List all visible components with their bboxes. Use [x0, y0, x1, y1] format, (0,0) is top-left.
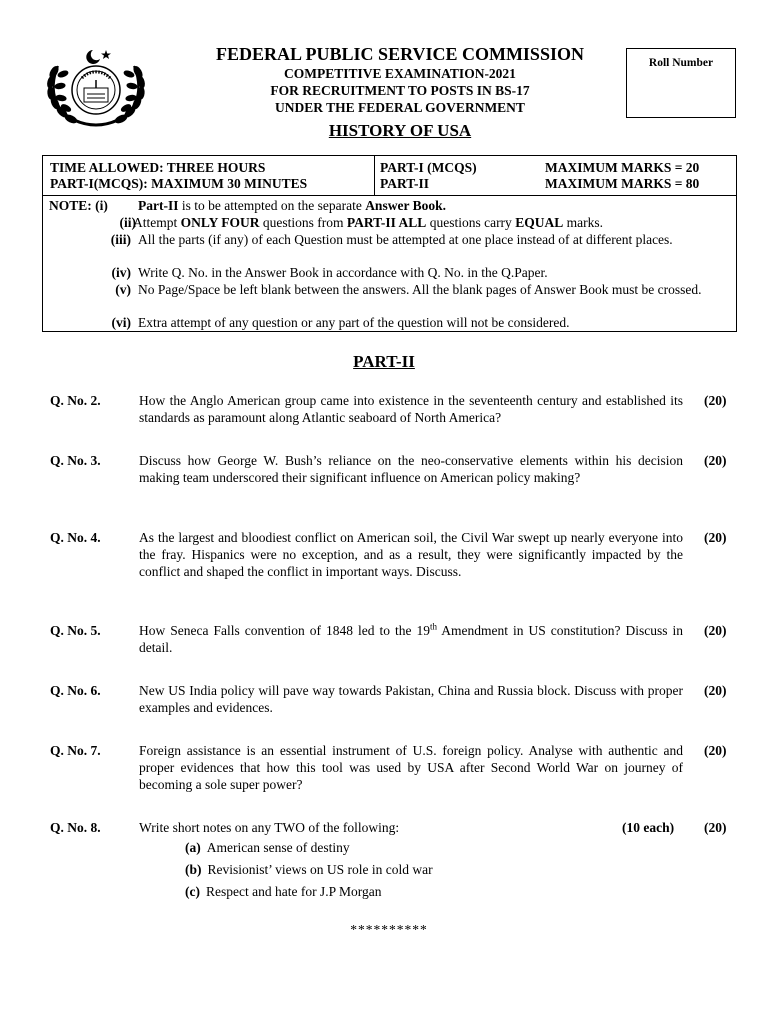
- note-number: (iii): [110, 232, 131, 247]
- part2-max-marks: MAXIMUM MARKS = 80: [545, 176, 700, 191]
- exam-title: COMPETITIVE EXAMINATION-2021: [284, 66, 516, 81]
- subpart-text: American sense of destiny: [206, 840, 350, 855]
- subpart-item: [185, 862, 433, 878]
- question-marks: (20): [704, 623, 727, 638]
- question-number: Q. No. 8.: [50, 820, 101, 835]
- question-text: How the Anglo American group came into existence in the seventeenth century and established its standards as paramount along Atlantic seaboard of North America?: [139, 393, 683, 425]
- note-text: Extra attempt of any question or any part of the question will not be considered.: [138, 315, 570, 330]
- exam-info-table: [42, 155, 737, 332]
- roll-number-box[interactable]: [626, 48, 736, 118]
- question-number: Q. No. 5.: [50, 623, 101, 638]
- note-number: (ii): [119, 215, 136, 230]
- question-number: Q. No. 6.: [50, 683, 101, 698]
- part1-time: PART-I(MCQS): MAXIMUM 30 MINUTES: [50, 176, 308, 191]
- part-title: PART-II: [353, 352, 415, 371]
- question-part-marks: (10 each): [622, 820, 675, 835]
- subpart-text: Revisionist’ views on US role in cold war: [207, 862, 433, 877]
- posts-line: FOR RECRUITMENT TO POSTS IN BS-17: [270, 83, 530, 98]
- subpart-item: [185, 884, 381, 900]
- question-text: New US India policy will pave way towards Pakistan, China and Russia block. Discuss with proper examples and evidences.: [139, 683, 683, 715]
- subpart-label: (a): [185, 840, 201, 855]
- note-text: All the parts (if any) of each Question must be attempted at one place instead of at different places.: [138, 232, 673, 247]
- question-marks: (20): [704, 453, 727, 468]
- subject-title: HISTORY OF USA: [328, 121, 472, 140]
- note-text: Part-II is to be attempted on the separate Answer Book.: [138, 198, 446, 213]
- question-text: How Seneca Falls convention of 1848 led to the 19th Amendment in US constitution? Discuss in detail.: [139, 621, 683, 655]
- subpart-label: (b): [185, 862, 202, 877]
- question-text: As the largest and bloodiest conflict on American soil, the Civil War swept up nearly everyone into the fray. Hispanics were no exception, and as a result, they were significantly impacted by the conflict and shaped the conflict in important ways. Discuss.: [139, 530, 683, 579]
- question-marks: (20): [704, 743, 727, 758]
- table-divider: [374, 156, 375, 196]
- subpart-text: Respect and hate for J.P Morgan: [205, 884, 382, 899]
- question-marks: (20): [704, 820, 727, 835]
- note-number: (i): [95, 198, 108, 213]
- question-marks: (20): [704, 683, 727, 698]
- question-text: Foreign assistance is an essential instrument of U.S. foreign policy. Analyse with authentic and proper evidences that how this tool was used by USA after Second World War on journey of becoming a sole super power?: [139, 743, 683, 792]
- government-line: UNDER THE FEDERAL GOVERNMENT: [275, 100, 525, 115]
- part2-label: PART-II: [380, 176, 430, 191]
- subpart-label: (c): [185, 884, 200, 899]
- roll-number-label: Roll Number: [648, 57, 714, 69]
- note-number: (v): [115, 282, 131, 297]
- commission-title: FEDERAL PUBLIC SERVICE COMMISSION: [216, 44, 584, 64]
- note-prefix: NOTE:: [49, 198, 92, 213]
- fpsc-emblem: [40, 44, 152, 130]
- question-marks: (20): [704, 530, 727, 545]
- question-number: Q. No. 4.: [50, 530, 101, 545]
- note-text: Attempt ONLY FOUR questions from PART-II ALL questions carry EQUAL marks.: [133, 215, 603, 230]
- question-number: Q. No. 2.: [50, 393, 101, 408]
- note-number: (iv): [111, 265, 131, 280]
- note-text: No Page/Space be left blank between the answers. All the blank pages of Answer Book must be crossed.: [138, 282, 702, 297]
- question-text: Discuss how George W. Bush’s reliance on the neo-conservative elements within his decision making team underscored their significant influence on American policy making?: [139, 453, 683, 485]
- part1-max-marks: MAXIMUM MARKS = 20: [545, 160, 700, 175]
- end-marker: **********: [350, 922, 428, 937]
- subpart-item: [185, 840, 350, 856]
- time-marks-row: [43, 156, 736, 196]
- question-marks: (20): [704, 393, 727, 408]
- part1-label: PART-I (MCQS): [380, 160, 477, 175]
- question-number: Q. No. 7.: [50, 743, 101, 758]
- note-number: (vi): [111, 315, 131, 330]
- question-number: Q. No. 3.: [50, 453, 101, 468]
- time-allowed: TIME ALLOWED: THREE HOURS: [50, 160, 266, 175]
- note-text: Write Q. No. in the Answer Book in accordance with Q. No. in the Q.Paper.: [138, 265, 548, 280]
- question-text: Write short notes on any TWO of the following:: [139, 820, 400, 835]
